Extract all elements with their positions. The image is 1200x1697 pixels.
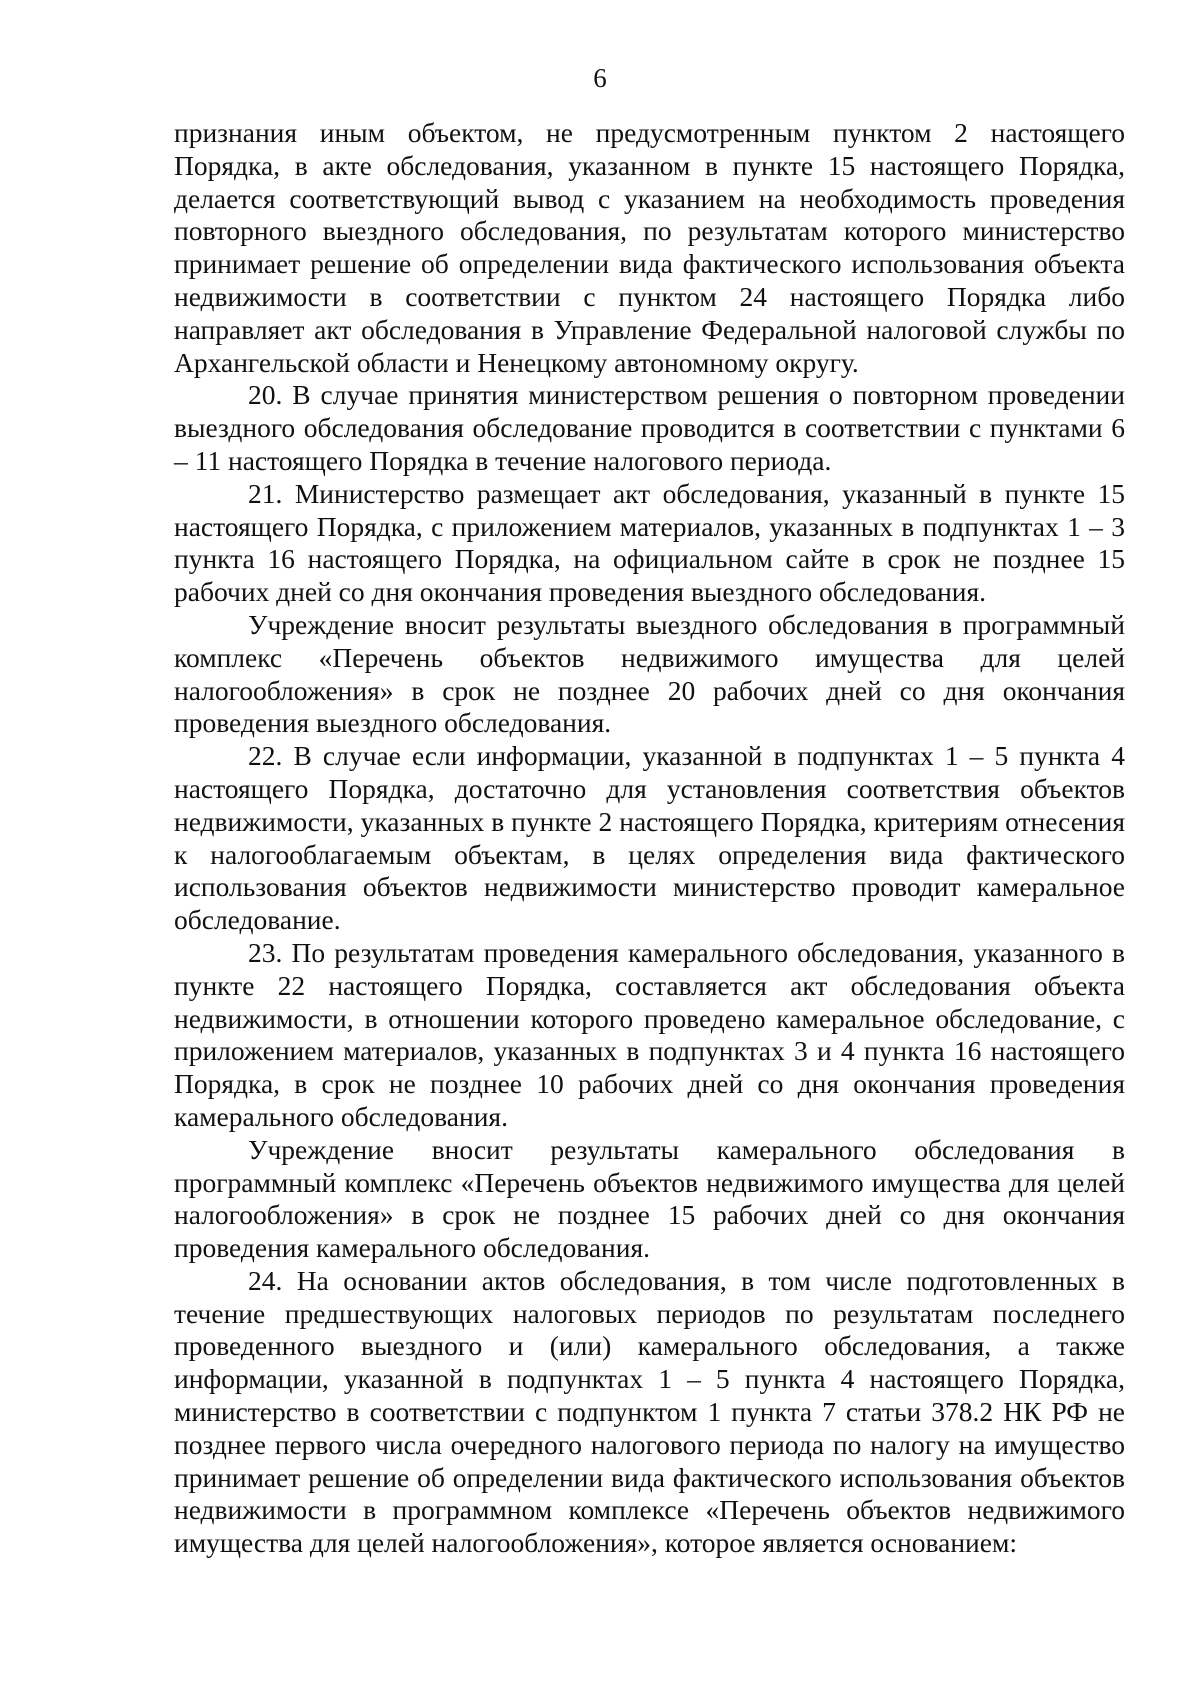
paragraph-item-22: 22. В случае если информации, указанной в подпунктах 1 – 5 пункта 4 настоящего Порядка, достаточно для установления соответствия объектов недвижимости, указанных в пункте 2 настоящего Порядка, критериям отнесения к налогооблагаемым объектам, в целях определения вида фактического использования объектов недвижимости министерство проводит камеральное обследование. <box>174 740 1125 936</box>
paragraph-item-21: 21. Министерство размещает акт обследования, указанный в пункте 15 настоящего Порядка, с приложением материалов, указанных в подпунктах 1 – 3 пункта 16 настоящего Порядка, на официальном сайте в срок не позднее 15 рабочих дней со дня окончания проведения выездного обследования. <box>174 477 1125 608</box>
paragraph-item-24: 24. На основании актов обследования, в том числе подготовленных в течение предшествующих налоговых периодов по результатам последнего проведенного выездного и (или) камерального обследования, а также информации, указанной в подпунктах 1 – 5 пункта 4 настоящего Порядка, министерство в соответствии с подпунктом 1 пункта 7 статьи 378.2 НК РФ не позднее первого числа очередного налогового периода по налогу на имущество принимает решение об определении вида фактического использования объектов недвижимости в программном комплексе «Перечень объектов недвижимого имущества для целей налогообложения», которое является основанием: <box>174 1264 1125 1559</box>
paragraph-item-20: 20. В случае принятия министерством решения о повторном проведении выездного обследования обследование проводится в соответствии с пунктами 6 – 11 настоящего Порядка в течение налогового периода. <box>174 379 1125 476</box>
page-number: 6 <box>593 63 607 93</box>
paragraph-item-21-institution: Учреждение вносит результаты выездного обследования в программный комплекс «Перечень объектов недвижимого имущества для целей налогообложения» в срок не позднее 20 рабочих дней со дня окончания проведения выездного обследования. <box>174 608 1125 739</box>
paragraph-item-23-institution: Учреждение вносит результаты камерального обследования в программный комплекс «Перечень объектов недвижимого имущества для целей налогообложения» в срок не позднее 15 рабочих дней со дня окончания проведения камерального обследования. <box>174 1133 1125 1264</box>
paragraph-item-23: 23. По результатам проведения камерального обследования, указанного в пункте 22 настоящего Порядка, составляется акт обследования объекта недвижимости, в отношении которого проведено камеральное обследование, с приложением материалов, указанных в подпунктах 3 и 4 пункта 16 настоящего Порядка, в срок не позднее 10 рабочих дней со дня окончания проведения камерального обследования. <box>174 936 1125 1132</box>
paragraph-continuation: признания иным объектом, не предусмотренным пунктом 2 настоящего Порядка, в акте обследования, указанном в пункте 15 настоящего Порядка, делается соответствующий вывод с указанием на необходимость проведения повторного выездного обследования, по результатам которого министерство принимает решение об определении вида фактического использования объекта недвижимости в соответствии с пунктом 24 настоящего Порядка либо направляет акт обследования в Управление Федеральной налоговой службы по Архангельской области и Ненецкому автономному округу. <box>174 117 1125 378</box>
document-body <box>174 117 1125 1560</box>
